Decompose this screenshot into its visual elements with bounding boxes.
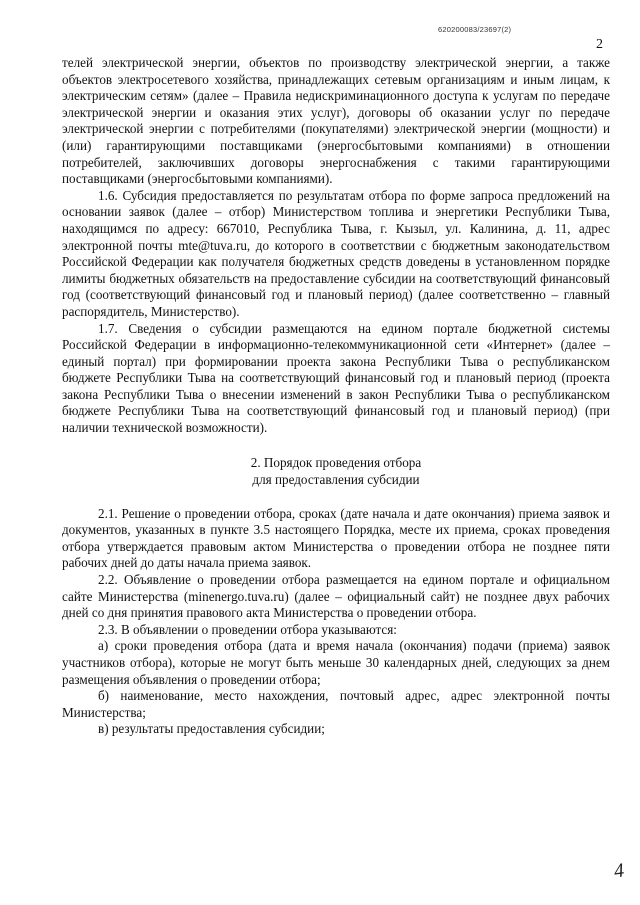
paragraph-1-6: 1.6. Субсидия предоставляется по результатам отбора по форме запроса предложений на основании заявок (далее – отбор) Министерством топлива и энергетики Республики Тыва, находящимся по адресу: 667010, Республика Тыва, г. Кызыл, ул. Калинина, д. 11, адрес электронной почты mte@tuva.ru, до которого в соответствии с бюджетным законодательством Российской Федерации как получателя бюджетных средств доведены в установленном порядке лимиты бюджетных обязательств на предоставление субсидии на соответствующий финансовый год (соответствующий финансовый год и плановый период) (далее соответственно – главный распорядитель, Министерство). <box>62 187 610 319</box>
section-heading <box>62 454 610 488</box>
paragraph-2-2: 2.2. Объявление о проведении отбора размещается на едином портале и официальном сайте Министерства (minenergo.tuva.ru) (далее – официальный сайт) не позднее двух рабочих дней со дня принятия правового акта Министерства о проведении отбора. <box>62 572 610 621</box>
handwritten-page-mark: 4 <box>612 859 626 883</box>
section-heading-line-2: для предоставления субсидии <box>252 471 420 487</box>
paragraph-1-7: 1.7. Сведения о субсидии размещаются на едином портале бюджетной системы Российской Федерации в информационно-телекоммуникационной сети «Интернет» (далее – единый портал) при формировании проекта закона Республики Тыва о республиканском бюджете Республики Тыва на соответствующий финансовый год и плановый период (проекта закона Республики Тыва о внесении изменений в закон Республики Тыва о республиканском бюджете Республики Тыва на соответствующий финансовый год и плановый период) (при наличии технической возможности). <box>62 320 610 436</box>
paragraph-2-1: 2.1. Решение о проведении отбора, сроках (дате начала и дате окончания) приема заявок и документов, указанных в пункте 3.5 настоящего Порядка, месте их приема, сроках проведения отбора утверждается правовым актом Министерства о проведении отбора не позднее пяти рабочих дней до даты начала приема заявок. <box>62 505 610 571</box>
list-item-b: б) наименование, место нахождения, почтовый адрес, адрес электронной почты Министерства; <box>62 688 610 720</box>
paragraph-2-3: 2.3. В объявлении о проведении отбора указываются: <box>98 621 397 637</box>
paragraph-continuation: телей электрической энергии, объектов по производству электрической энергии, а также объектов электросетевого хозяйства, принадлежащих сетевым организациям и иным лицам, к электрическим сетям» (далее – Правила недискриминационного доступа к услугам по передаче электрической энергии и оказания этих услуг), договоры об оказании услуг по передаче электрической энергии с потребителями (покупателями) электрической энергии (мощности) и (или) гарантирующими поставщиками (энергосбытовыми компаниями) в отношении потребителей, заключивших договоры энергоснабжения с такими гарантирующими поставщиками (энергосбытовыми компаниями). <box>62 55 610 187</box>
list-item-a: а) сроки проведения отбора (дата и время начала (окончания) подачи (приема) заявок участников отбора), которые не могут быть меньше 30 календарных дней, следующих за днем размещения объявления о проведении отбора; <box>62 638 610 687</box>
section-heading-line-1: 2. Порядок проведения отбора <box>250 454 422 470</box>
list-item-c: в) результаты предоставления субсидии; <box>98 721 325 737</box>
page-number: 2 <box>596 37 603 52</box>
document-body <box>62 55 610 738</box>
document-id: 620200083/23697(2) <box>438 25 512 34</box>
